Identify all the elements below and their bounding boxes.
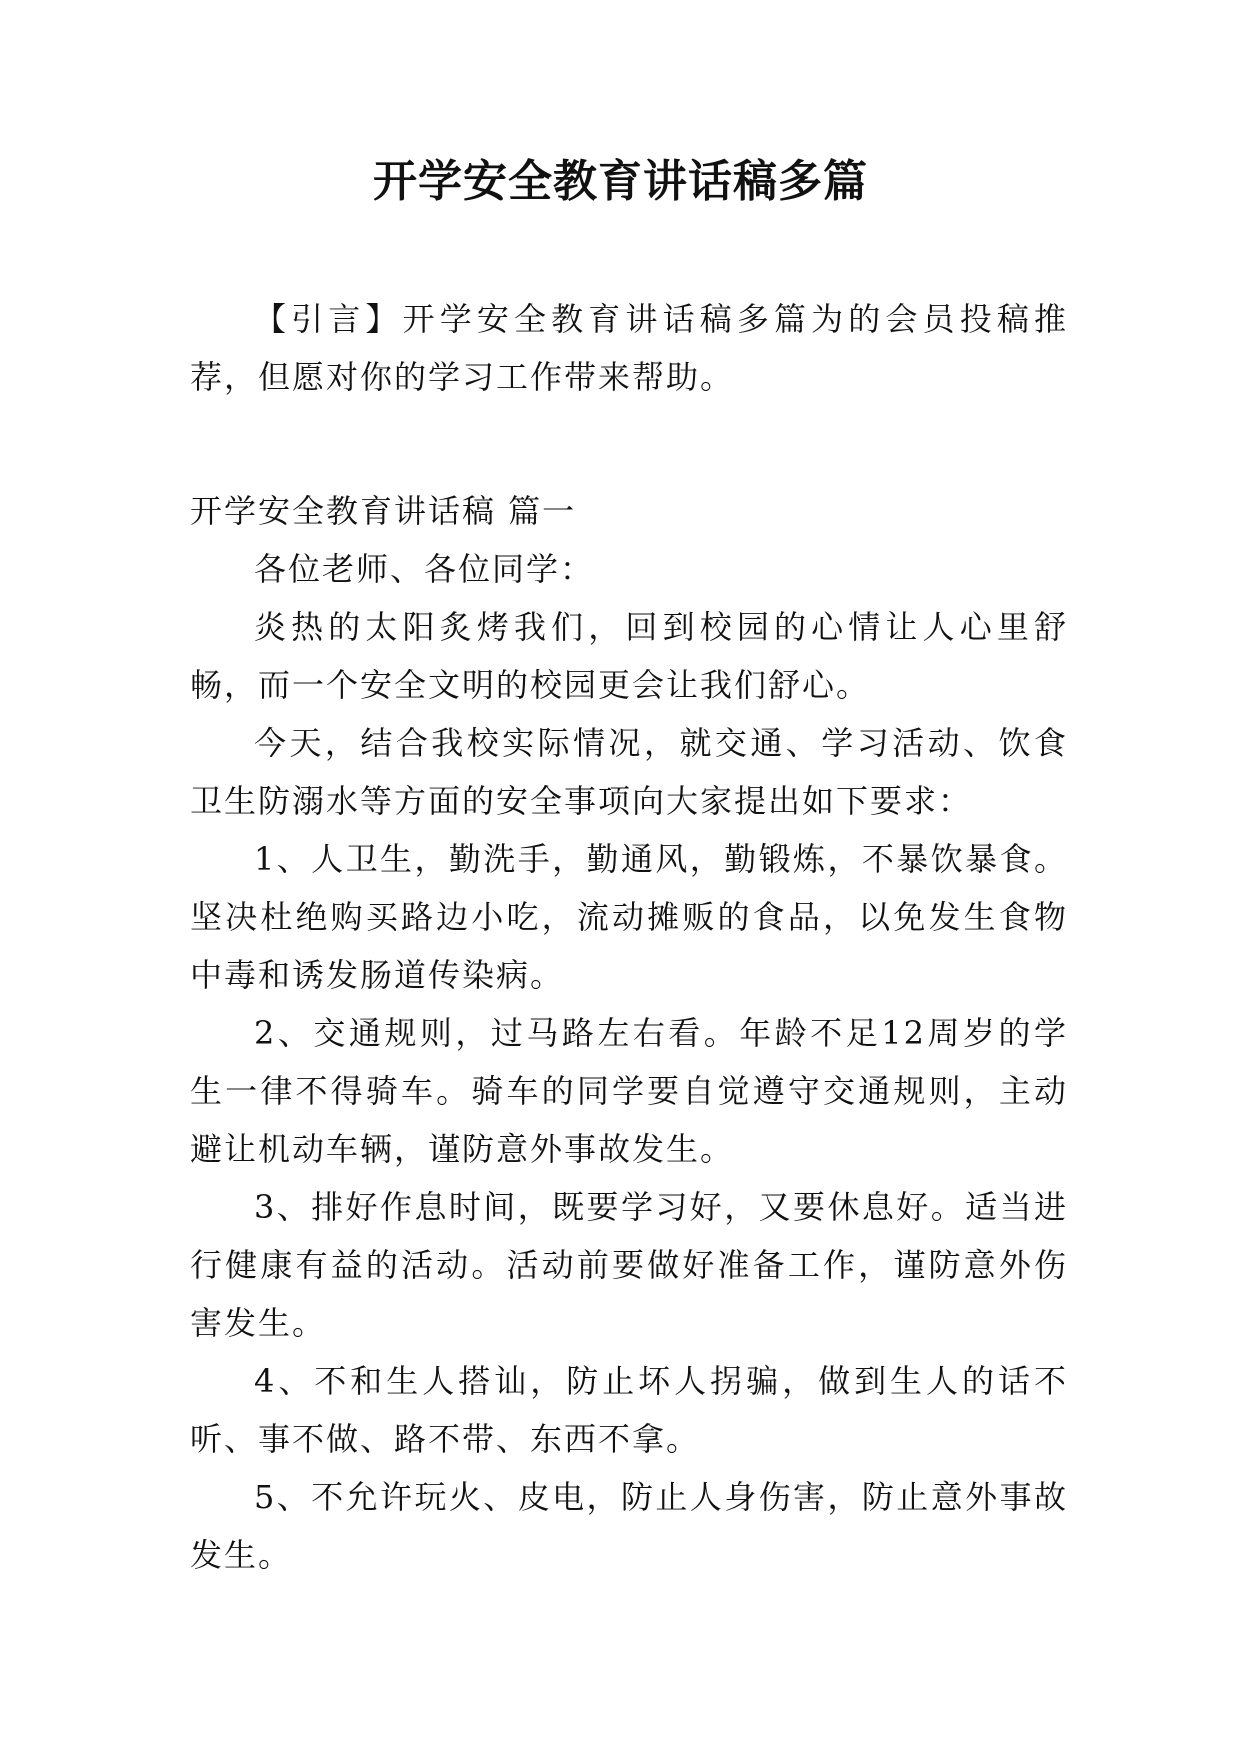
paragraph-item-3: 3、排好作息时间，既要学习好，又要休息好。适当进行健康有益的活动。活动前要做好准备工作，谨防意外伤害发生。 [190,1188,1068,1342]
paragraph-item-1: 1、人卫生，勤洗手，勤通风，勤锻炼，不暴饮暴食。坚决杜绝购买路边小吃，流动摊贩的食品，以免发生食物中毒和诱发肠道传染病。 [190,840,1068,994]
paragraph-item-5: 5、不允许玩火、皮电，防止人身伤害，防止意外事故发生。 [190,1478,1068,1574]
paragraph-requirements-intro: 今天，结合我校实际情况，就交通、学习活动、饮食卫生防溺水等方面的安全事项向大家提出如下要求： [190,724,1068,820]
paragraph-item-4: 4、不和生人搭讪，防止坏人拐骗，做到生人的话不听、事不做、路不带、东西不拿。 [190,1362,1068,1458]
paragraph-greeting: 各位老师、各位同学： [254,550,595,588]
intro-paragraph: 【引言】开学安全教育讲话稿多篇为的会员投稿推荐，但愿对你的学习工作带来帮助。 [190,300,1068,396]
document-body [190,290,1068,1584]
paragraph-item-2: 2、交通规则，过马路左右看。年龄不足12周岁的学生一律不得骑车。骑车的同学要自觉遵守交通规则，主动避让机动车辆，谨防意外事故发生。 [190,1014,1068,1168]
paragraph-opening: 炎热的太阳炙烤我们，回到校园的心情让人心里舒畅，而一个安全文明的校园更会让我们舒心。 [190,608,1068,704]
section-heading: 开学安全教育讲话稿 篇一 [190,492,577,530]
document-title: 开学安全教育讲话稿多篇 [373,156,868,207]
